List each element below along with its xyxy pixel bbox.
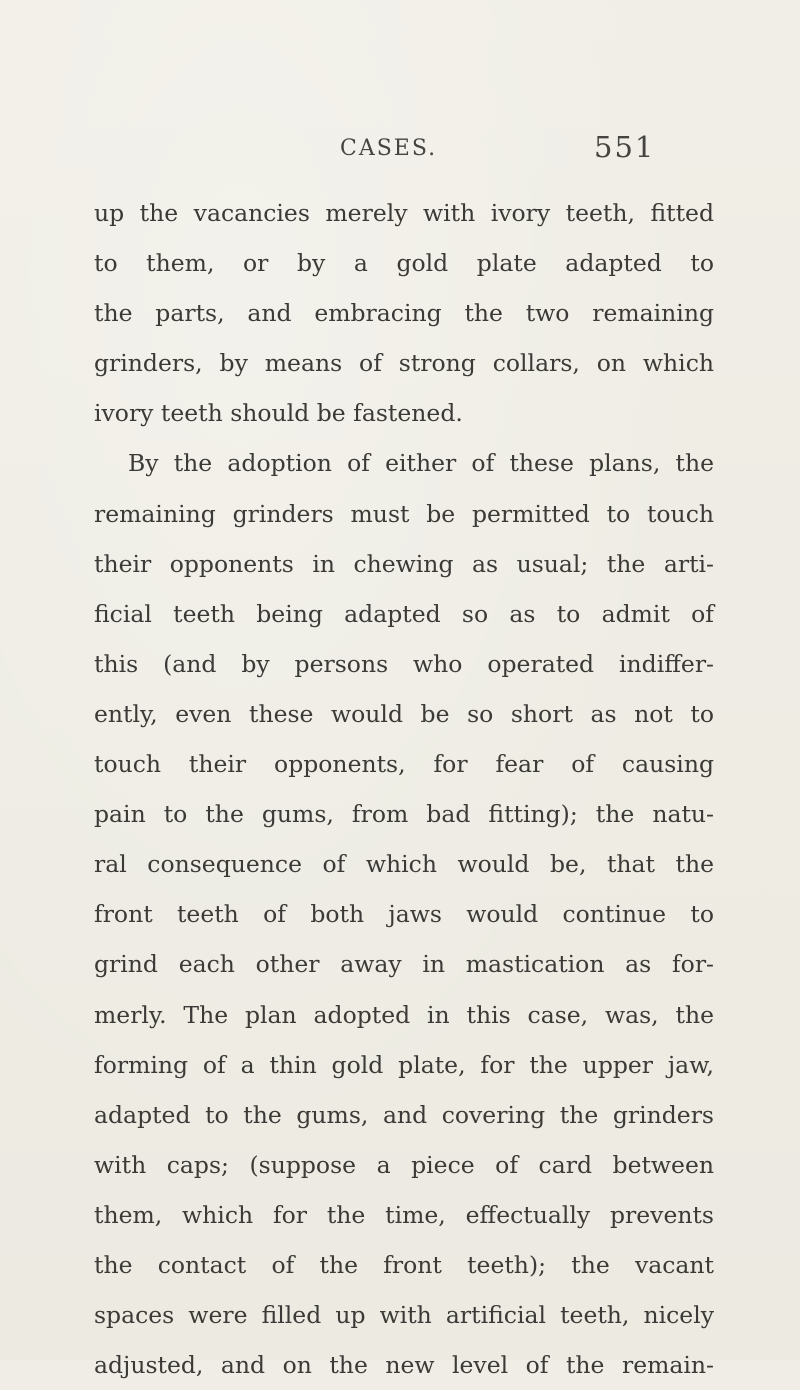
text-line: spaces were filled up with artificial teeth, nicely (94, 1301, 714, 1330)
text-line: the contact of the front teeth); the vacant (94, 1250, 714, 1279)
body-text (94, 188, 714, 1390)
text-line: up the vacancies merely with ivory teeth, fitted (94, 199, 714, 227)
text-line: forming of a thin gold plate, for the upper jaw, (94, 1050, 714, 1079)
page-number: 551 (594, 130, 656, 164)
text-line: their opponents in chewing as usual; the arti- (94, 549, 714, 578)
text-line: remaining grinders must be permitted to touch (94, 499, 714, 528)
text-line: adjusted, and on the new level of the remain- (94, 1351, 714, 1380)
text-line: them, which for the time, effectually prevents (94, 1200, 714, 1229)
text-line: merly. The plan adopted in this case, was, the (94, 1000, 714, 1029)
paragraph-end-line: ivory teeth should be fastened. (94, 399, 463, 428)
text-line: with caps; (suppose a piece of card between (94, 1150, 714, 1179)
text-line: pain to the gums, from bad fitting); the natu- (94, 800, 714, 829)
text-line: the parts, and embracing the two remaining (94, 299, 714, 328)
page-header (0, 130, 800, 170)
paragraph-start-line: By the adoption of either of these plans, the (128, 449, 714, 478)
text-line: to them, or by a gold plate adapted to (94, 249, 714, 278)
text-line: front teeth of both jaws would continue to (94, 900, 714, 929)
text-line: grind each other away in mastication as for- (94, 950, 714, 979)
running-head: CASES. (340, 136, 438, 161)
text-line: grinders, by means of strong collars, on which (94, 349, 714, 378)
text-line: ral consequence of which would be, that the (94, 850, 714, 879)
text-line: ently, even these would be so short as not to (94, 699, 714, 728)
text-line: touch their opponents, for fear of causing (94, 750, 714, 779)
text-line: ficial teeth being adapted so as to admit of (94, 599, 714, 628)
text-line: adapted to the gums, and covering the grinders (94, 1100, 714, 1129)
text-line: this (and by persons who operated indiffer- (94, 649, 714, 678)
